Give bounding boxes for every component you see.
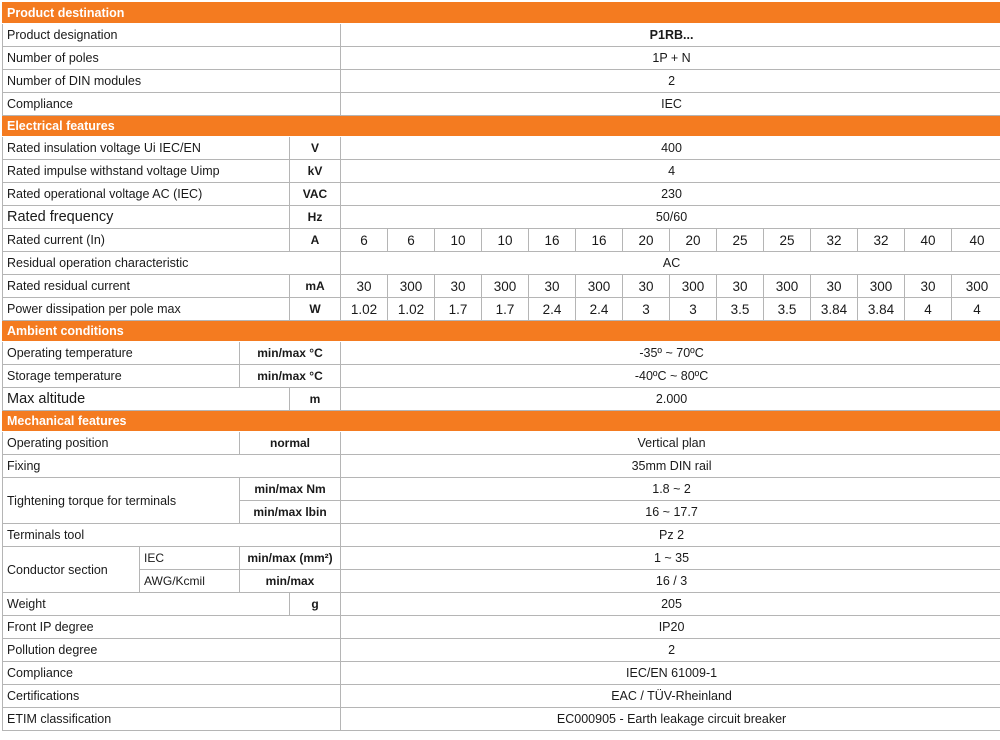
dissipation-value: 3: [623, 298, 670, 321]
current-value: 20: [670, 229, 717, 252]
current-value: 6: [341, 229, 388, 252]
current-value: 10: [435, 229, 482, 252]
row-number-of-poles: [3, 47, 1000, 70]
row-label: Operating temperature: [3, 342, 240, 365]
current-value: 25: [764, 229, 811, 252]
conductor-standard: AWG/Kcmil: [140, 570, 240, 593]
residual-current-value: 30: [435, 275, 482, 298]
row-tightening-torque-nm: [3, 478, 1000, 501]
row-value: Pz 2: [341, 524, 1000, 547]
row-label: Rated operational voltage AC (IEC): [3, 183, 290, 206]
dissipation-value: 1.7: [435, 298, 482, 321]
residual-current-value: 30: [905, 275, 952, 298]
row-value: 1.8 ~ 2: [341, 478, 1000, 501]
row-label: Storage temperature: [3, 365, 240, 388]
dissipation-value: 3.84: [811, 298, 858, 321]
row-din-modules: [3, 70, 1000, 93]
row-fixing: [3, 455, 1000, 478]
row-label: Terminals tool: [3, 524, 341, 547]
row-weight: [3, 593, 1000, 616]
row-conductor-iec: [3, 547, 1000, 570]
residual-current-value: 300: [858, 275, 905, 298]
row-etim-classification: [3, 708, 1000, 731]
row-label: Rated residual current: [3, 275, 290, 298]
row-label: Product designation: [3, 24, 341, 47]
row-label: Max altitude: [3, 388, 290, 411]
row-label: Compliance: [3, 662, 341, 685]
row-value: 50/60: [341, 206, 1000, 229]
row-value: 230: [341, 183, 1000, 206]
row-label: Front IP degree: [3, 616, 341, 639]
row-value: 1P + N: [341, 47, 1000, 70]
current-value: 25: [717, 229, 764, 252]
row-label: Tightening torque for terminals: [3, 478, 240, 524]
row-unit: min/max: [240, 570, 341, 593]
dissipation-value: 4: [905, 298, 952, 321]
dissipation-value: 4: [952, 298, 1000, 321]
row-label: Rated current (In): [3, 229, 290, 252]
row-unit: Hz: [290, 206, 341, 229]
row-storage-temperature: [3, 365, 1000, 388]
row-residual-current: [3, 275, 1000, 298]
residual-current-value: 30: [341, 275, 388, 298]
row-label: Fixing: [3, 455, 341, 478]
row-value: Vertical plan: [341, 432, 1000, 455]
row-value: -40ºC ~ 80ºC: [341, 365, 1000, 388]
residual-current-value: 300: [388, 275, 435, 298]
row-operational-voltage: [3, 183, 1000, 206]
residual-current-value: 30: [811, 275, 858, 298]
row-value: 35mm DIN rail: [341, 455, 1000, 478]
current-value: 16: [576, 229, 623, 252]
section-header: Electrical features: [3, 116, 1000, 137]
row-impulse-voltage: [3, 160, 1000, 183]
residual-current-value: 300: [576, 275, 623, 298]
row-unit: W: [290, 298, 341, 321]
section-header: Product destination: [3, 3, 1000, 24]
conductor-standard: IEC: [140, 547, 240, 570]
row-label: Power dissipation per pole max: [3, 298, 290, 321]
dissipation-value: 3.84: [858, 298, 905, 321]
row-unit: min/max lbin: [240, 501, 341, 524]
dissipation-value: 3.5: [764, 298, 811, 321]
row-value: AC: [341, 252, 1000, 275]
row-residual-characteristic: [3, 252, 1000, 275]
row-value: -35º ~ 70ºC: [341, 342, 1000, 365]
row-unit: kV: [290, 160, 341, 183]
dissipation-value: 2.4: [576, 298, 623, 321]
row-value: IEC: [341, 93, 1000, 116]
row-value: EC000905 - Earth leakage circuit breaker: [341, 708, 1000, 731]
current-value: 10: [482, 229, 529, 252]
dissipation-value: 3: [670, 298, 717, 321]
dissipation-value: 1.02: [388, 298, 435, 321]
row-label: Number of poles: [3, 47, 341, 70]
residual-current-value: 30: [623, 275, 670, 298]
current-value: 16: [529, 229, 576, 252]
row-operating-position: [3, 432, 1000, 455]
row-value: 4: [341, 160, 1000, 183]
row-front-ip-degree: [3, 616, 1000, 639]
row-product-designation: [3, 24, 1000, 47]
residual-current-value: 30: [529, 275, 576, 298]
row-unit: normal: [240, 432, 341, 455]
current-value: 32: [858, 229, 905, 252]
row-pollution-degree: [3, 639, 1000, 662]
row-value: P1RB...: [341, 24, 1000, 47]
row-insulation-voltage: [3, 137, 1000, 160]
residual-current-value: 30: [717, 275, 764, 298]
row-value: 2: [341, 70, 1000, 93]
row-label: Operating position: [3, 432, 240, 455]
current-value: 20: [623, 229, 670, 252]
dissipation-value: 1.7: [482, 298, 529, 321]
dissipation-value: 3.5: [717, 298, 764, 321]
section-header: Mechanical features: [3, 411, 1000, 432]
current-value: 6: [388, 229, 435, 252]
row-unit: min/max (mm²): [240, 547, 341, 570]
section-mechanical-features: [3, 411, 1000, 432]
row-label: Pollution degree: [3, 639, 341, 662]
row-power-dissipation: [3, 298, 1000, 321]
residual-current-value: 300: [952, 275, 1000, 298]
current-value: 32: [811, 229, 858, 252]
row-value: 16 ~ 17.7: [341, 501, 1000, 524]
row-unit: min/max °C: [240, 342, 341, 365]
row-label: ETIM classification: [3, 708, 341, 731]
row-value: IP20: [341, 616, 1000, 639]
section-header: Ambient conditions: [3, 321, 1000, 342]
row-value: 205: [341, 593, 1000, 616]
row-value: 16 / 3: [341, 570, 1000, 593]
dissipation-value: 2.4: [529, 298, 576, 321]
specification-table: [2, 2, 1000, 731]
row-value: 2: [341, 639, 1000, 662]
row-value: 2.000: [341, 388, 1000, 411]
residual-current-value: 300: [482, 275, 529, 298]
row-value: 400: [341, 137, 1000, 160]
row-unit: mA: [290, 275, 341, 298]
section-product-destination: [3, 3, 1000, 24]
row-terminals-tool: [3, 524, 1000, 547]
current-value: 40: [905, 229, 952, 252]
dissipation-value: 1.02: [341, 298, 388, 321]
row-value: IEC/EN 61009-1: [341, 662, 1000, 685]
row-value: 1 ~ 35: [341, 547, 1000, 570]
row-rated-current: [3, 229, 1000, 252]
row-label: Rated frequency: [3, 206, 290, 229]
row-unit: VAC: [290, 183, 341, 206]
row-value: EAC / TÜV-Rheinland: [341, 685, 1000, 708]
row-compliance-product: [3, 93, 1000, 116]
row-unit: min/max Nm: [240, 478, 341, 501]
row-label: Residual operation characteristic: [3, 252, 341, 275]
residual-current-value: 300: [764, 275, 811, 298]
row-unit: g: [290, 593, 341, 616]
row-label: Certifications: [3, 685, 341, 708]
row-unit: V: [290, 137, 341, 160]
row-label: Weight: [3, 593, 290, 616]
row-label: Rated insulation voltage Ui IEC/EN: [3, 137, 290, 160]
current-value: 40: [952, 229, 1000, 252]
section-electrical-features: [3, 116, 1000, 137]
row-max-altitude: [3, 388, 1000, 411]
row-conductor-awg: [3, 570, 1000, 593]
row-certifications: [3, 685, 1000, 708]
residual-current-value: 300: [670, 275, 717, 298]
row-label: Rated impulse withstand voltage Uimp: [3, 160, 290, 183]
section-ambient-conditions: [3, 321, 1000, 342]
row-label: Compliance: [3, 93, 341, 116]
row-label: Conductor section: [3, 547, 140, 593]
row-unit: A: [290, 229, 341, 252]
row-unit: min/max °C: [240, 365, 341, 388]
row-operating-temperature: [3, 342, 1000, 365]
row-unit: m: [290, 388, 341, 411]
row-rated-frequency: [3, 206, 1000, 229]
row-label: Number of DIN modules: [3, 70, 341, 93]
row-compliance-mechanical: [3, 662, 1000, 685]
